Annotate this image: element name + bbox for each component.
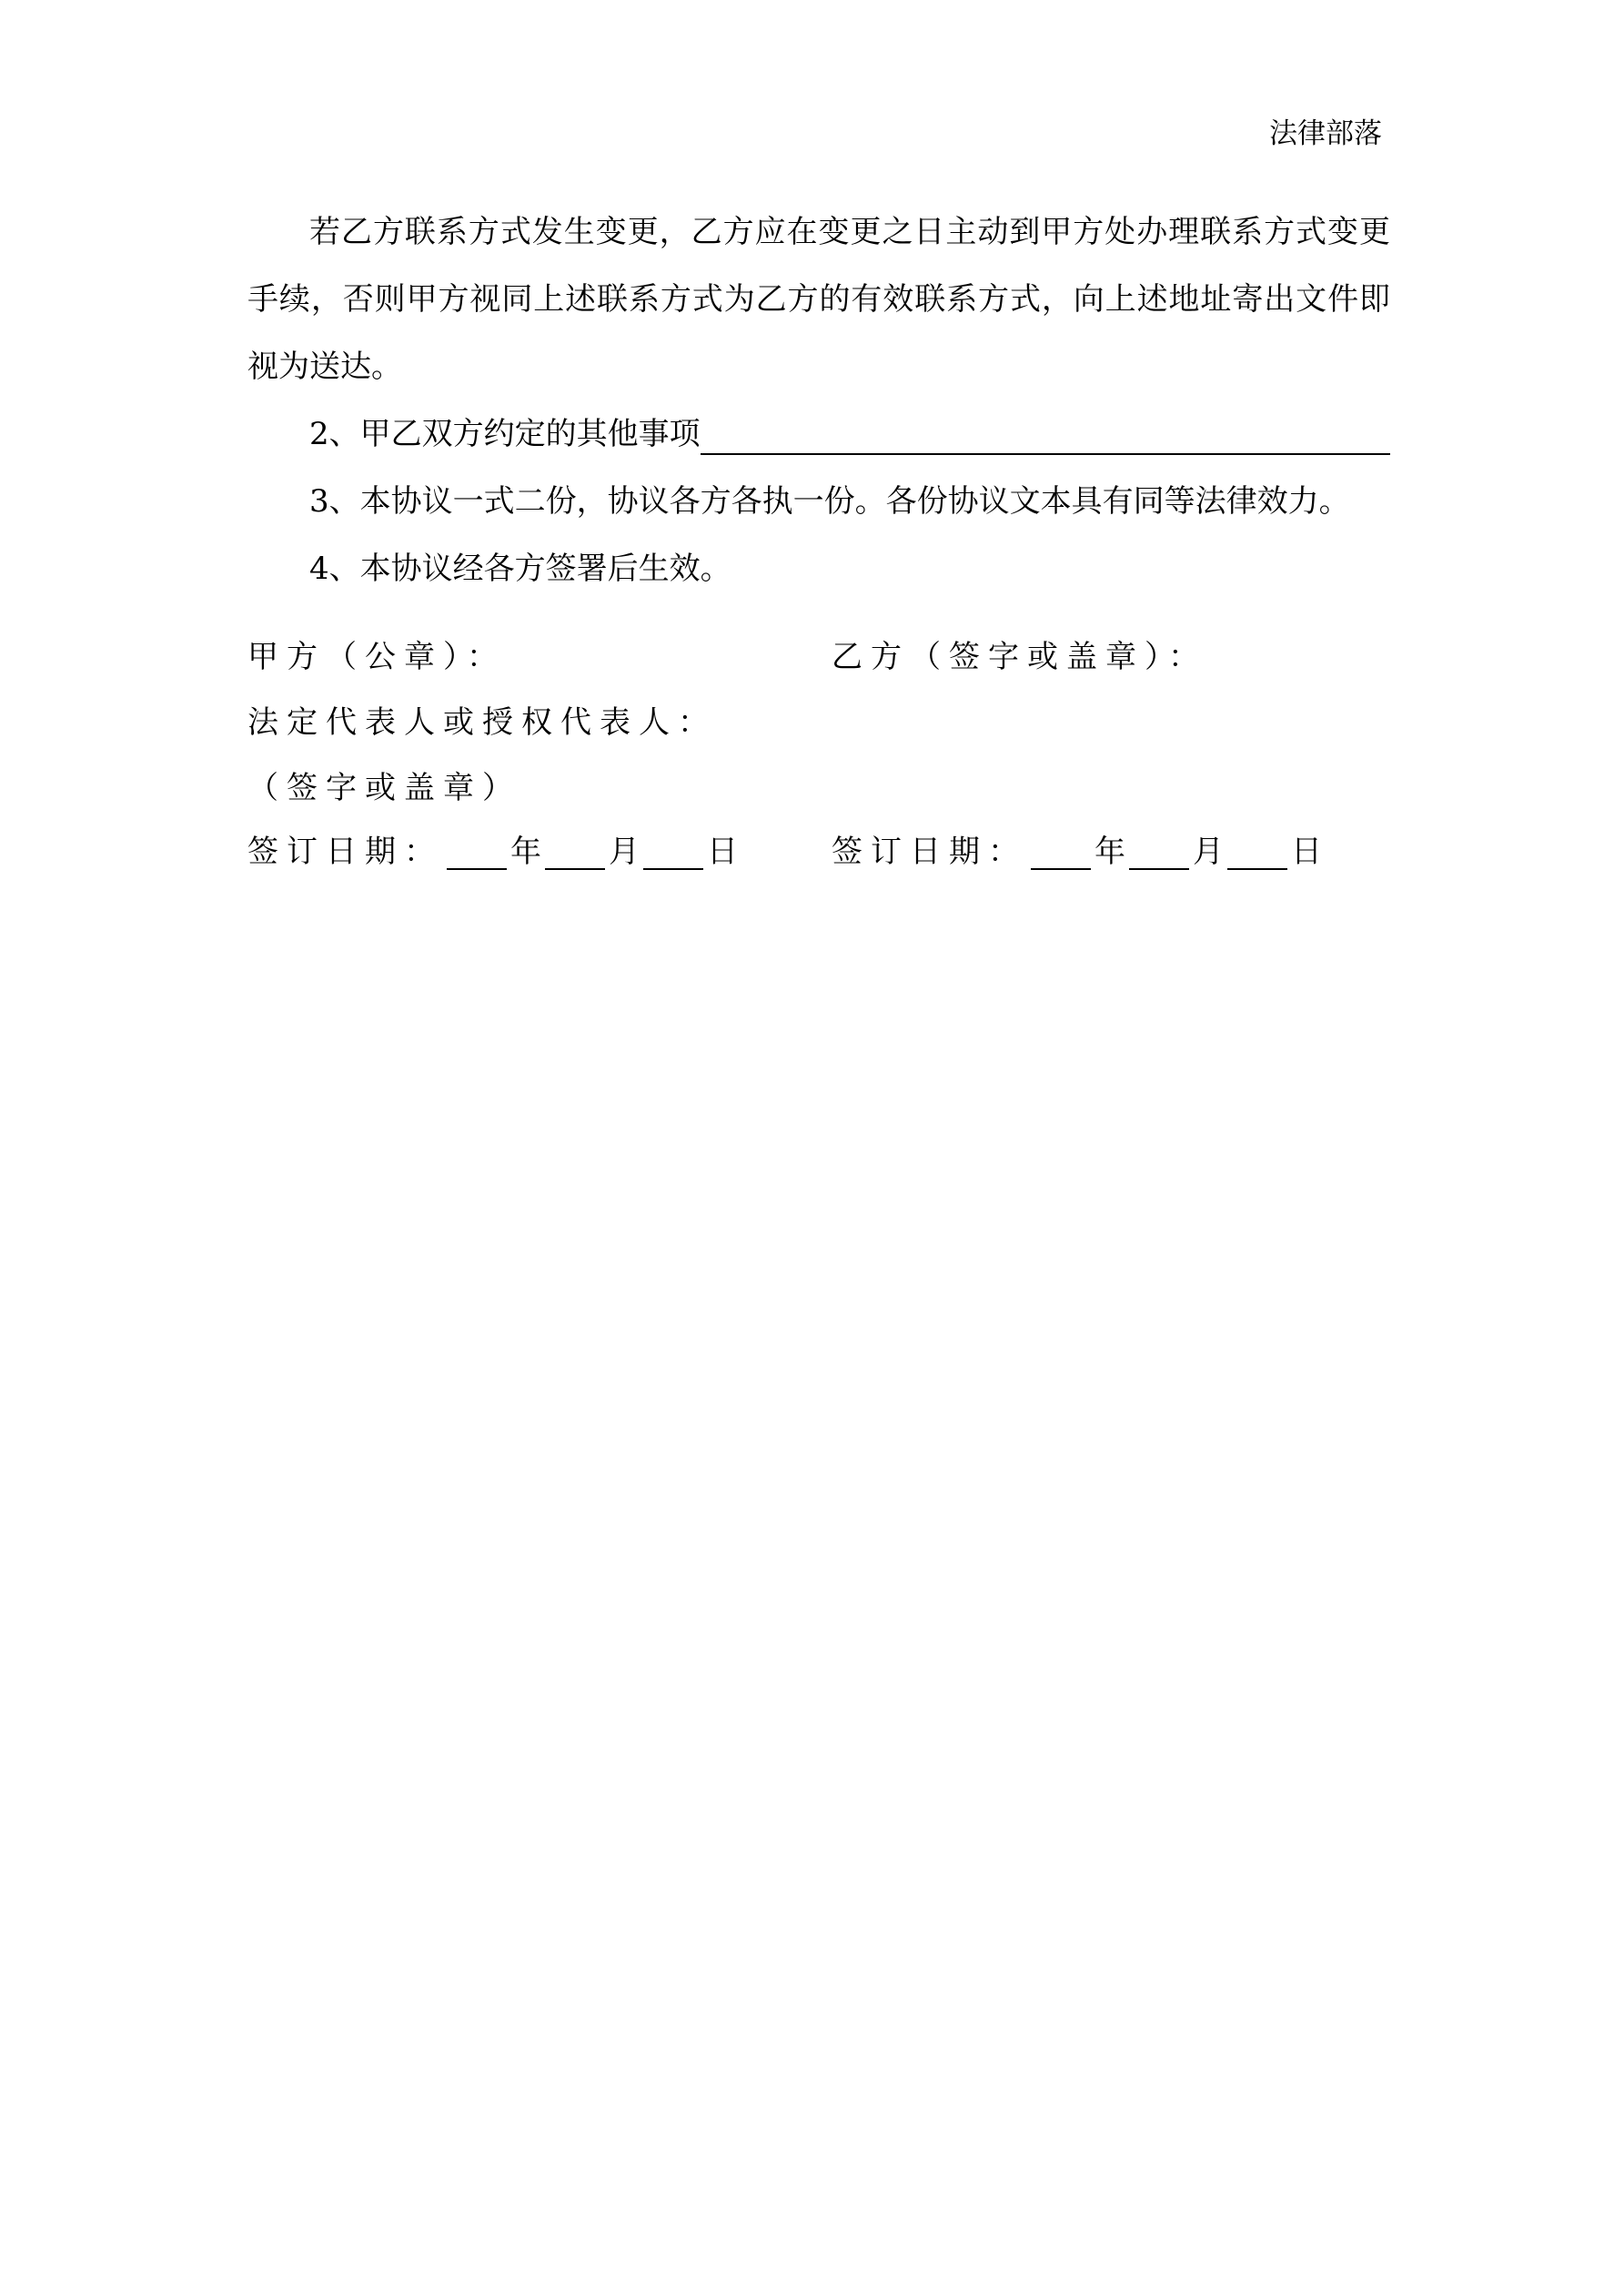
party-b-sign-label: 乙方（签字或盖章）： — [832, 639, 1207, 675]
month-label: 月 — [1193, 834, 1224, 870]
clause-other-matters-label: 2、甲乙双方约定的其他事项 — [309, 416, 701, 452]
year-label: 年 — [1094, 834, 1125, 870]
other-matters-blank-line — [701, 406, 1390, 455]
sign-or-seal-label: （签字或盖章） — [247, 770, 521, 806]
clause-other-matters — [247, 400, 1390, 468]
clause-copies: 3、本协议一式二份，协议各方各执一份。各份协议文本具有同等法律效力。 — [309, 483, 1350, 520]
day-blank-line — [1227, 828, 1287, 870]
signing-date-label: 签订日期： — [832, 834, 1027, 870]
year-blank-line — [1031, 828, 1091, 870]
representative-label: 法定代表人或授权代表人： — [247, 704, 717, 741]
signing-date-label: 签订日期： — [247, 834, 443, 870]
day-blank-line — [643, 828, 703, 870]
clause-effective: 4、本协议经各方签署后生效。 — [309, 551, 731, 587]
month-blank-line — [1129, 828, 1189, 870]
year-label: 年 — [510, 834, 541, 870]
day-label: 日 — [707, 834, 738, 870]
party-b-signing-date — [832, 824, 1322, 879]
clause-contact-change: 若乙方联系方式发生变更，乙方应在变更之日主动到甲方处办理联系方式变更手续，否则甲方视同上述联系方式为乙方的有效联系方式，向上述地址寄出文件即视为送达。 — [247, 214, 1390, 385]
month-label: 月 — [609, 834, 640, 870]
party-a-signing-date — [247, 824, 738, 879]
year-blank-line — [447, 828, 507, 870]
header-brand: 法律部落 — [1269, 117, 1382, 150]
party-a-seal-label: 甲方（公章）： — [247, 639, 506, 675]
month-blank-line — [545, 828, 605, 870]
day-label: 日 — [1291, 834, 1322, 870]
